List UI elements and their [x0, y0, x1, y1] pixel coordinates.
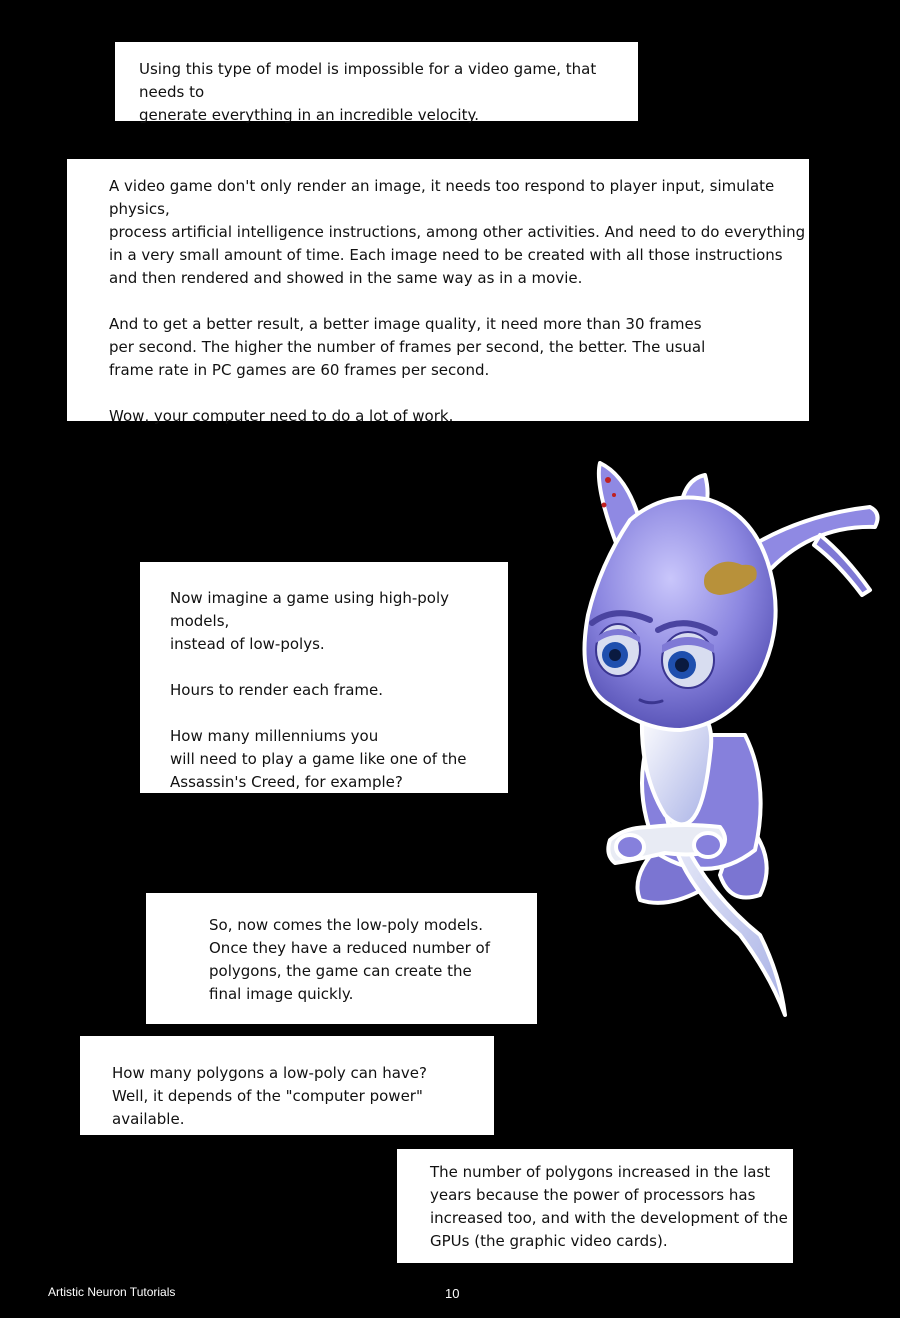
caption-line: How many millenniums you: [170, 727, 379, 745]
caption-line: Using this type of model is impossible for a video game, that needs to: [139, 60, 597, 101]
caption-line: A video game don't only render an image, it needs too respond to player input, simulate physics,: [109, 177, 775, 218]
caption-box-1: [115, 42, 638, 124]
page-number: 10: [445, 1286, 460, 1301]
caption-box-6: [397, 1149, 793, 1263]
caption-line: years because the power of processors has: [430, 1186, 756, 1204]
caption-line: and then rendered and showed in the same way as in a movie.: [109, 269, 583, 287]
caption-line: process artificial intelligence instructions, among other activities. And need to do everything: [109, 223, 806, 241]
caption-line: Hours to render each frame.: [170, 681, 383, 699]
caption-line: The number of polygons increased in the last: [430, 1163, 771, 1181]
caption-line: polygons, the game can create the: [209, 962, 472, 980]
caption-line: GPUs (the graphic video cards).: [430, 1232, 668, 1250]
caption-box-4: [146, 893, 537, 1024]
caption-line: frame rate in PC games are 60 frames per second.: [109, 361, 490, 379]
caption-line: instead of low-polys.: [170, 635, 325, 653]
caption-line: Once they have a reduced number of: [209, 939, 490, 957]
caption-line: So, now comes the low-poly models.: [209, 916, 484, 934]
caption-line: Assassin's Creed, for example?: [170, 773, 403, 791]
caption-line: How many polygons a low-poly can have?: [112, 1064, 427, 1082]
caption-line: And to get a better result, a better image quality, it need more than 30 frames: [109, 315, 702, 333]
caption-box-2: [67, 159, 809, 425]
caption-line: final image quickly.: [209, 985, 354, 1003]
caption-line: Wow, your computer need to do a lot of work.: [109, 407, 454, 425]
caption-line: generate everything in an incredible velocity.: [139, 106, 479, 124]
caption-box-3: [140, 562, 508, 793]
alien-mascot-illustration: [570, 455, 900, 1025]
caption-line: Now imagine a game using high-poly models,: [170, 589, 450, 630]
caption-line: in a very small amount of time. Each image need to be created with all those instructions: [109, 246, 783, 264]
caption-line: will need to play a game like one of the: [170, 750, 467, 768]
caption-box-5: [80, 1036, 494, 1135]
caption-line: Well, it depends of the "computer power" available.: [112, 1087, 423, 1128]
caption-line: increased too, and with the development of the: [430, 1209, 788, 1227]
footer-credit: Artistic Neuron Tutorials: [48, 1285, 176, 1299]
caption-line: per second. The higher the number of frames per second, the better. The usual: [109, 338, 706, 356]
